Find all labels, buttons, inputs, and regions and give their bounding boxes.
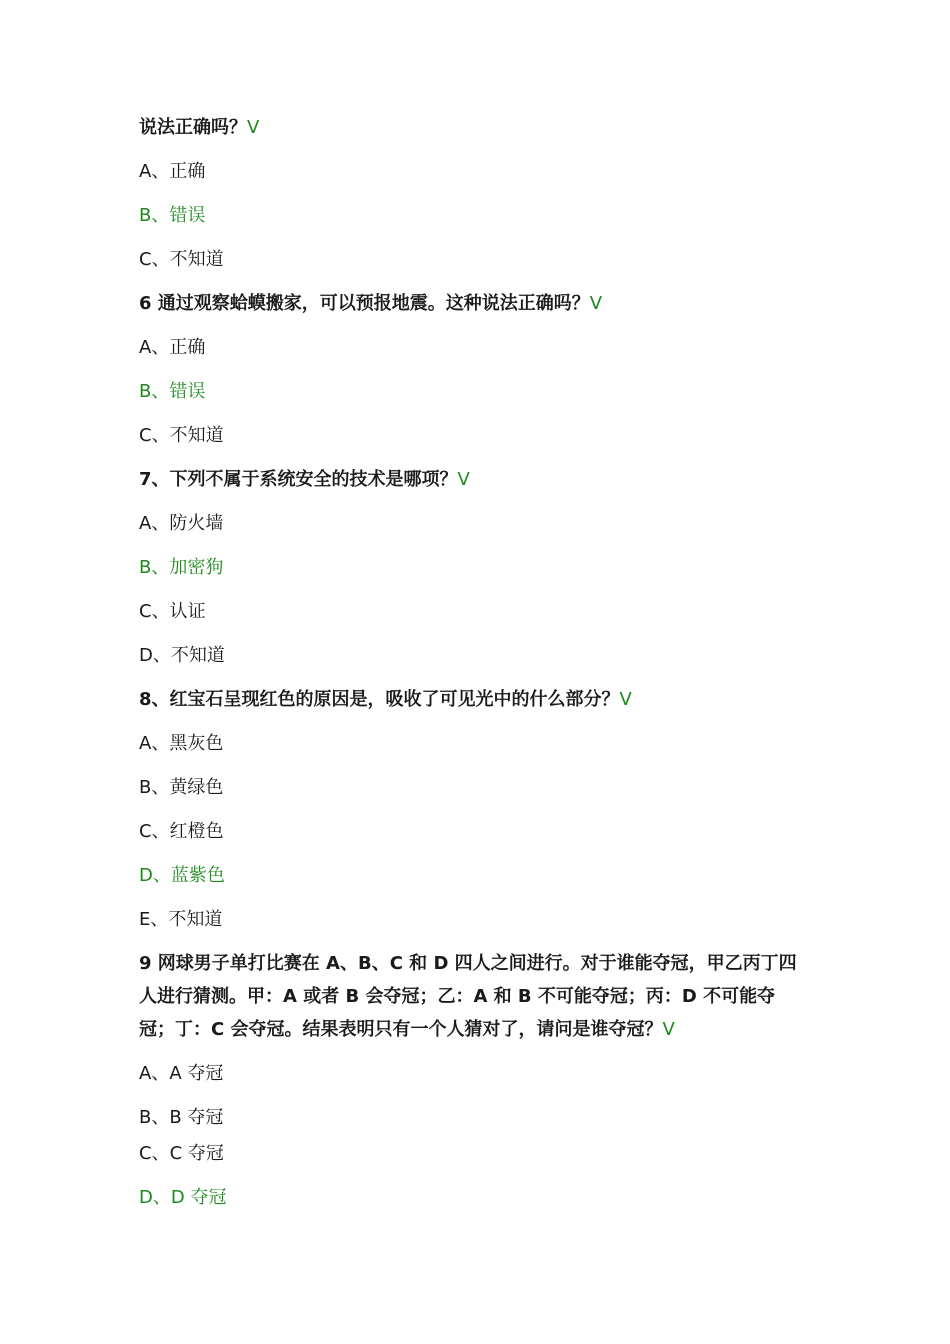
option-7-a: A、防火墙 (139, 513, 224, 534)
option-0-c: C、不知道 (139, 249, 224, 270)
option-9-c: C、C 夺冠 (139, 1143, 224, 1164)
question-0 (139, 117, 819, 139)
question-8 (139, 689, 819, 711)
option-0-a: A、正确 (139, 161, 206, 182)
check-mark: V (662, 1019, 675, 1040)
option-8-b: B、黄绿色 (139, 777, 224, 798)
question-7 (139, 469, 819, 491)
question-9-text: 9 网球男子单打比赛在 A、B、C 和 D 四人之间进行。对于谁能夺冠，甲乙丙丁四人进行猜测。甲：A 或者 B 会夺冠；乙：A 和 B 不可能夺冠；丙：D 不可能夺冠；丁：C 会夺冠。结果表明只有一个人猜对了，请问是谁夺冠？ (139, 953, 797, 1040)
option-7-c: C、认证 (139, 601, 206, 622)
check-mark: V (247, 117, 260, 138)
check-mark: V (457, 469, 470, 490)
option-7-b-correct: B、加密狗 (139, 557, 224, 578)
option-8-c: C、红橙色 (139, 821, 224, 842)
question-6 (139, 293, 819, 315)
option-7-d: D、不知道 (139, 645, 225, 666)
question-6-text: 6 通过观察蛤蟆搬家，可以预报地震。这种说法正确吗？ (139, 293, 590, 314)
option-6-a: A、正确 (139, 337, 206, 358)
option-9-a: A、A 夺冠 (139, 1063, 224, 1084)
option-0-b-correct: B、错误 (139, 205, 206, 226)
check-mark: V (589, 293, 603, 314)
option-6-b-correct: B、错误 (139, 381, 206, 402)
question-8-text: 8、红宝石呈现红色的原因是，吸收了可见光中的什么部分？ (139, 689, 620, 710)
check-mark: V (619, 689, 632, 710)
question-7-text: 7、下列不属于系统安全的技术是哪项？ (139, 469, 458, 490)
question-0-text: 说法正确吗？ (139, 117, 247, 138)
option-6-c: C、不知道 (139, 425, 224, 446)
option-8-e: E、不知道 (139, 909, 223, 930)
option-9-b: B、B 夺冠 (139, 1107, 224, 1128)
option-8-a: A、黑灰色 (139, 733, 224, 754)
option-8-d-correct: D、蓝紫色 (139, 865, 225, 886)
option-9-d-correct: D、D 夺冠 (139, 1187, 227, 1208)
question-9 (139, 947, 811, 1046)
